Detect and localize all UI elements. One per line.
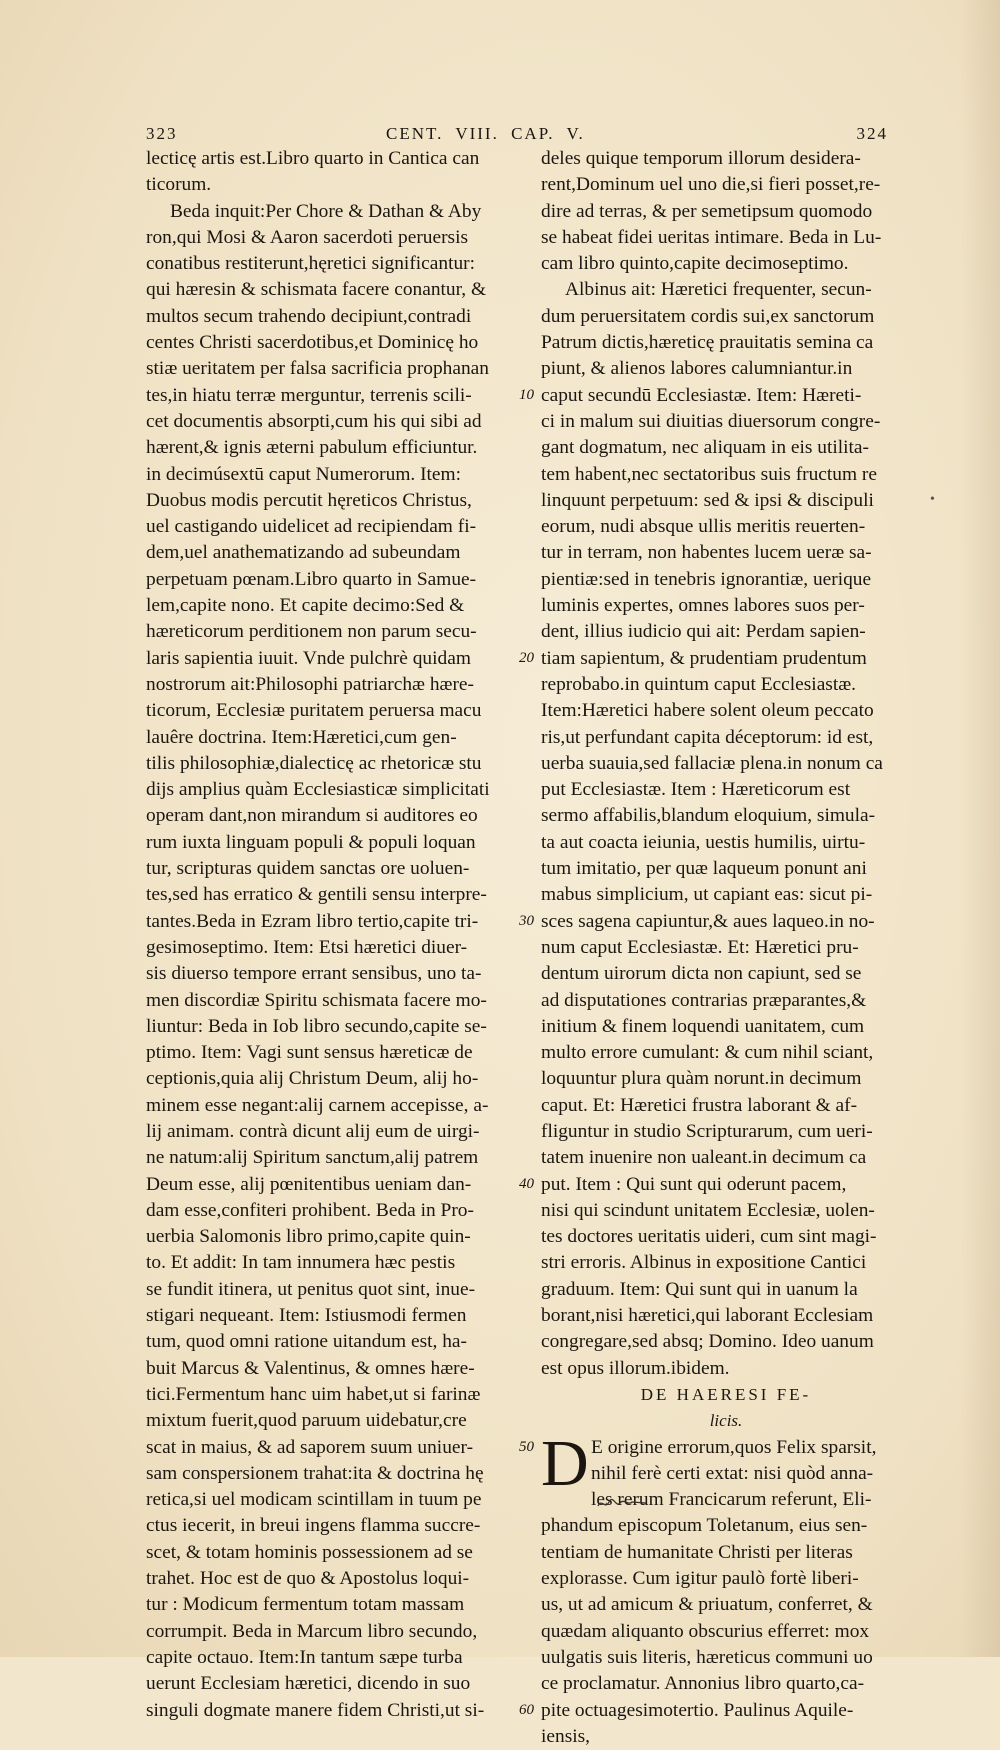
line-text: ne natum:alij Spiritum sanctum,alij patrem xyxy=(146,1147,479,1169)
margin-mark: • xyxy=(930,492,935,507)
text-line xyxy=(541,1093,911,1119)
line-text: sces sagena capiuntur,& aues laqueo.in no- xyxy=(541,910,875,932)
line-text: caput secundū Ecclesiastæ. Item: Hæreti- xyxy=(541,384,862,406)
line-text: put Ecclesiastæ. Item : Hæreticorum est xyxy=(541,779,851,801)
line-text: to. Et addit: In tam innumera hæc pestis xyxy=(146,1252,456,1274)
line-text: initium & finem loquendi uanitatem, cum xyxy=(541,1015,865,1037)
text-line xyxy=(541,1461,911,1487)
line-text: men discordiæ Spiritu schismata facere mo- xyxy=(146,989,487,1011)
text-line xyxy=(146,1145,516,1171)
text-line xyxy=(541,172,911,198)
line-text: tes,in hiatu terræ merguntur, terrenis scili- xyxy=(146,384,472,406)
text-line xyxy=(541,146,911,172)
running-title: CENT. VIII. CAP. V. xyxy=(386,124,585,143)
text-line xyxy=(541,1172,911,1198)
text-line xyxy=(541,462,911,488)
text-line xyxy=(146,698,516,724)
line-text: ce proclamatur. Annonius libro quarto,ca- xyxy=(541,1673,865,1695)
line-text: dam esse,confiteri prohibent. Beda in Pro- xyxy=(146,1199,474,1221)
line-text: capite octauo. Item:In tantum sæpe turba xyxy=(146,1646,463,1668)
text-line xyxy=(541,725,911,751)
line-text: Patrum dictis,hæreticę prauitatis semina ca xyxy=(541,332,874,354)
text-line xyxy=(541,1329,911,1355)
line-text: hæreticorum perditionem non parum secu- xyxy=(146,621,477,643)
text-line xyxy=(146,1303,516,1329)
line-text: pientiæ:sed in tenebris ignorantiæ, uerique xyxy=(541,568,872,590)
text-line xyxy=(541,1303,911,1329)
text-line xyxy=(541,988,911,1014)
line-text: piunt, & alienos labores calumniantur.in xyxy=(541,358,853,380)
text-line xyxy=(146,751,516,777)
text-line xyxy=(146,304,516,330)
text-line xyxy=(146,488,516,514)
text-line xyxy=(541,1014,911,1040)
text-line xyxy=(146,225,516,251)
line-text: caput. Et: Hæretici frustra laborant & af- xyxy=(541,1094,858,1116)
line-text: conatibus restiterunt,hęretici significantur: xyxy=(146,253,475,275)
line-text: tentiam de humanitate Christi per literas xyxy=(541,1541,853,1563)
text-line xyxy=(146,593,516,619)
text-line xyxy=(541,1119,911,1145)
text-line xyxy=(146,1198,516,1224)
text-line xyxy=(146,409,516,435)
text-line xyxy=(146,1540,516,1566)
text-line xyxy=(146,1014,516,1040)
line-text: ticorum. xyxy=(146,174,212,196)
line-text: dentum uirorum dicta non capiunt, sed se xyxy=(541,963,862,985)
line-text: tum imitatio, per quæ laqueum ponunt ani xyxy=(541,858,867,880)
text-line xyxy=(541,1698,911,1724)
text-line xyxy=(146,514,516,540)
text-line xyxy=(541,1408,911,1434)
line-text: laris sapientia iuuit. Vnde pulchrè quidam xyxy=(146,647,471,669)
line-text: perpetuam pœnam.Libro quarto in Samue- xyxy=(146,568,477,590)
page-edge-shadow xyxy=(960,0,1000,1657)
line-text: ci in malum sui diuitias diuersorum congre- xyxy=(541,410,881,432)
line-text: tes doctores ueritatis uideri, cum sint magi- xyxy=(541,1226,877,1248)
line-text: sermo affabilis,blandum eloquium, simula- xyxy=(541,805,876,827)
line-text: reprobabo.in quintum caput Ecclesiastæ. xyxy=(541,673,857,695)
text-line xyxy=(541,619,911,645)
line-text: lauêre doctrina. Item:Hæretici,cum gen- xyxy=(146,726,457,748)
text-line xyxy=(541,1066,911,1092)
line-text: scet, & totam hominis possessionem ad se xyxy=(146,1541,473,1563)
text-line xyxy=(146,1698,516,1724)
page-number-left: 323 xyxy=(146,124,178,143)
text-line xyxy=(146,856,516,882)
line-text: stri erroris. Albinus in expositione Cantici xyxy=(541,1252,867,1274)
line-text: se habeat fidei ueritas intimare. Beda in Lu- xyxy=(541,226,882,248)
line-number: 10 xyxy=(519,386,534,403)
line-text: qui hæresin & schismata facere conantur, & xyxy=(146,279,487,301)
text-line xyxy=(146,1250,516,1276)
line-text: tiam sapientum, & prudentiam prudentum xyxy=(541,647,867,669)
line-text: mixtum fuerit,quod paruum uidebatur,cre xyxy=(146,1410,467,1432)
text-line xyxy=(146,646,516,672)
text-line xyxy=(146,1513,516,1539)
text-line xyxy=(541,830,911,856)
line-text: sis diuerso tempore errant sensibus, uno ta- xyxy=(146,963,482,985)
line-text: iensis, xyxy=(541,1725,591,1747)
text-line xyxy=(146,1671,516,1697)
line-text: explorasse. Cum igitur paulò fortè liberi- xyxy=(541,1568,859,1590)
text-line xyxy=(541,882,911,908)
text-line xyxy=(541,1356,911,1382)
line-text: scat in maius, & ad saporem suum uniuer- xyxy=(146,1436,474,1458)
text-line xyxy=(541,1645,911,1671)
line-text: dijs amplius quàm Ecclesiasticæ simplicitati xyxy=(146,779,490,801)
line-text: multos secum trahendo decipiunt,contradi xyxy=(146,305,472,327)
text-line xyxy=(541,698,911,724)
line-text: minem esse negant:alij carnem accepisse, a- xyxy=(146,1094,489,1116)
line-text: lem,capite nono. Et capite decimo:Sed & xyxy=(146,595,465,617)
left-text-column xyxy=(146,146,516,1724)
text-line xyxy=(146,462,516,488)
text-line xyxy=(146,1224,516,1250)
line-text: us, ut ad amicum & priuatum, conferret, & xyxy=(541,1594,873,1616)
line-text: phandum episcopum Toletanum, eius sen- xyxy=(541,1515,868,1537)
text-line xyxy=(541,1724,911,1750)
text-line xyxy=(541,199,911,225)
text-line xyxy=(146,830,516,856)
line-text: dum peruersitatem cordis sui,ex sanctorum xyxy=(541,305,875,327)
line-text: rent,Dominum uel uno die,si fieri posset,re- xyxy=(541,174,881,196)
drop-cap: D xyxy=(541,1426,589,1500)
text-line xyxy=(146,199,516,225)
line-text: stigari nequeant. Item: Istiusmodi fermen xyxy=(146,1305,467,1327)
line-text: loquuntur plura quàm norunt.in decimum xyxy=(541,1068,862,1090)
line-text: retica,si uel modicam scintillam in tuum pe xyxy=(146,1489,482,1511)
line-text: centes Christi sacerdotibus,et Dominicę ho xyxy=(146,332,479,354)
line-text: corrumpit. Beda in Marcum libro secundo, xyxy=(146,1620,478,1642)
line-text: les rerum Francicarum referunt, Eli- xyxy=(591,1489,872,1511)
text-line xyxy=(541,1592,911,1618)
line-text: gant dogmatum, nec aliquam in eis utilita- xyxy=(541,437,869,459)
line-number: 40 xyxy=(519,1175,534,1192)
line-text: operam dant,non mirandum si auditores eo xyxy=(146,805,478,827)
line-text: linquunt perpetuum: sed & ipsi & discipuli xyxy=(541,489,874,511)
line-text: singuli dogmate manere fidem Christi,ut si- xyxy=(146,1699,485,1721)
line-number: 30 xyxy=(519,912,534,929)
text-line xyxy=(146,1645,516,1671)
text-line xyxy=(146,725,516,751)
text-line xyxy=(541,856,911,882)
text-line xyxy=(146,961,516,987)
line-text: dire ad terras, & per semetipsum quomodo xyxy=(541,200,873,222)
text-line xyxy=(146,882,516,908)
line-text: Item:Hæretici habere solent oleum peccato xyxy=(541,700,874,722)
text-line xyxy=(541,935,911,961)
text-line xyxy=(541,672,911,698)
line-text: tem habent,nec sectatoribus suis fructum re xyxy=(541,463,877,485)
line-text: congregare,sed absq; Domino. Ideo uanum xyxy=(541,1331,874,1353)
text-line xyxy=(541,409,911,435)
text-line xyxy=(146,672,516,698)
text-line xyxy=(146,988,516,1014)
text-line xyxy=(541,1671,911,1697)
text-line xyxy=(146,619,516,645)
line-text: buit Marcus & Valentinus, & omnes hære- xyxy=(146,1357,475,1379)
line-text: lij animam. contrà dicunt alij eum de uirgi- xyxy=(146,1120,480,1142)
line-text: multo errore cumulant: & cum nihil sciant, xyxy=(541,1042,874,1064)
line-text: rum iuxta linguam populi & populi loquan xyxy=(146,831,476,853)
text-line xyxy=(541,777,911,803)
text-line xyxy=(541,514,911,540)
text-line xyxy=(541,961,911,987)
line-text: Beda inquit:Per Chore & Dathan & Aby xyxy=(170,200,482,222)
text-line xyxy=(146,1487,516,1513)
text-line xyxy=(146,1040,516,1066)
handwritten-annotation xyxy=(596,1494,656,1512)
text-line xyxy=(146,251,516,277)
text-line xyxy=(541,330,911,356)
line-text: ad disputationes contrarias præparantes,& xyxy=(541,989,867,1011)
line-text: nihil ferè certi extat: nisi quòd anna- xyxy=(591,1462,874,1484)
text-line xyxy=(541,383,911,409)
text-line xyxy=(146,1592,516,1618)
line-text: dent, illius iudicio qui ait: Perdam sapien- xyxy=(541,621,866,643)
text-line xyxy=(146,567,516,593)
text-line xyxy=(541,751,911,777)
text-line xyxy=(146,383,516,409)
line-text: tes,sed has erratico & gentili sensu interpre- xyxy=(146,884,487,906)
line-text: tatem inuenire non ualeant.in decimum ca xyxy=(541,1147,867,1169)
line-text: Deum esse, alij pœnitentibus ueniam dan- xyxy=(146,1173,472,1195)
line-text: quædam aliquanto obscurius efferret: mox xyxy=(541,1620,870,1642)
line-text: tur in terram, non habentes lucem ueræ sa- xyxy=(541,542,872,564)
line-number: 50 xyxy=(519,1438,534,1455)
line-text: ctus iecerit, in breui ingens flamma succre- xyxy=(146,1515,481,1537)
line-text: Duobus modis percutit hęreticos Christus, xyxy=(146,489,472,511)
line-text: hærent,& ignis æterni pabulum efficiuntur. xyxy=(146,437,478,459)
line-text: fliguntur in studio Scripturarum, cum ueri- xyxy=(541,1120,873,1142)
text-line xyxy=(541,1040,911,1066)
text-line xyxy=(146,1329,516,1355)
text-line xyxy=(541,593,911,619)
text-line xyxy=(146,356,516,382)
line-text: gesimoseptimo. Item: Etsi hæretici diuer- xyxy=(146,936,468,958)
line-text: ceptionis,quia alij Christum Deum, alij ho- xyxy=(146,1068,479,1090)
text-line xyxy=(146,1566,516,1592)
line-text: in decimúsextū caput Numerorum. Item: xyxy=(146,463,462,485)
line-text: liuntur: Beda in Iob libro secundo,capite se- xyxy=(146,1015,487,1037)
text-line xyxy=(541,277,911,303)
text-line xyxy=(541,1277,911,1303)
line-text: licis. xyxy=(709,1411,743,1431)
line-text: tici.Fermentum hanc uim habet,ut si farinæ xyxy=(146,1383,481,1405)
line-text: dem,uel anathematizando ad subeundam xyxy=(146,542,461,564)
text-line xyxy=(541,646,911,672)
line-text: trahet. Hoc est de quo & Apostolus loqui- xyxy=(146,1568,470,1590)
text-line xyxy=(541,1566,911,1592)
text-line xyxy=(541,803,911,829)
text-line xyxy=(146,1119,516,1145)
text-line xyxy=(146,540,516,566)
text-line xyxy=(146,1172,516,1198)
text-line xyxy=(541,1250,911,1276)
text-line xyxy=(146,1408,516,1434)
line-text: uulgatis suis literis, hæreticus communi uo xyxy=(541,1646,873,1668)
page-number-right: 324 xyxy=(856,124,888,143)
text-line xyxy=(146,1277,516,1303)
text-line xyxy=(146,777,516,803)
line-text: ta aut coacta ieiunia, uestis humilis, uirtu- xyxy=(541,831,866,853)
text-line xyxy=(541,1198,911,1224)
text-line xyxy=(146,172,516,198)
text-line xyxy=(541,435,911,461)
line-text: tilis philosophiæ,dialecticę ac rhetoricæ stu xyxy=(146,752,482,774)
text-line xyxy=(146,935,516,961)
text-line xyxy=(146,1435,516,1461)
text-line xyxy=(541,1513,911,1539)
line-text: ron,qui Mosi & Aaron sacerdoti peruersis xyxy=(146,226,469,248)
text-line xyxy=(541,304,911,330)
line-text: num caput Ecclesiastæ. Et: Hæretici pru- xyxy=(541,936,859,958)
line-text: ticorum, Ecclesiæ puritatem peruersa macu xyxy=(146,700,482,722)
line-text: mabus simplicium, ut capiant eas: sicut pi- xyxy=(541,884,873,906)
line-text: lecticę artis est.Libro quarto in Cantica can xyxy=(146,148,480,169)
line-text: graduum. Item: Qui sunt qui in uanum la xyxy=(541,1278,858,1300)
text-line xyxy=(146,909,516,935)
line-text: borant,nisi hæretici,qui laborant Ecclesiam xyxy=(541,1305,874,1327)
line-text: tantes.Beda in Ezram libro tertio,capite tri- xyxy=(146,910,479,932)
line-text: deles quique temporum illorum desidera- xyxy=(541,148,861,169)
line-text: ris,ut perfundant capita déceptorum: id est, xyxy=(541,726,874,748)
text-line xyxy=(146,1382,516,1408)
line-text: Albinus ait: Hæretici frequenter, secun- xyxy=(565,279,872,301)
text-line xyxy=(146,1619,516,1645)
line-text: se fundit itinera, ut penitus quot sint, inue- xyxy=(146,1278,476,1300)
line-text: pite octuagesimotertio. Paulinus Aquile- xyxy=(541,1699,854,1721)
line-text: stiæ ueritatem per falsa sacrificia prophanan xyxy=(146,358,489,380)
line-text: tur, scripturas quidem sanctas ore uoluen- xyxy=(146,858,470,880)
line-text: nostrorum ait:Philosophi patriarchæ hære- xyxy=(146,673,474,695)
text-line xyxy=(146,146,516,172)
text-line xyxy=(541,488,911,514)
line-text: E origine errorum,quos Felix sparsit, xyxy=(591,1436,877,1458)
text-line xyxy=(541,540,911,566)
text-line xyxy=(541,1145,911,1171)
text-line xyxy=(146,1356,516,1382)
line-text: DE HAERESI FE- xyxy=(640,1384,812,1404)
text-line xyxy=(146,1461,516,1487)
text-line xyxy=(541,567,911,593)
text-line xyxy=(146,277,516,303)
text-line xyxy=(541,1619,911,1645)
text-line xyxy=(541,1540,911,1566)
text-line xyxy=(541,1382,911,1408)
text-line xyxy=(541,251,911,277)
running-header xyxy=(146,124,888,148)
line-number: 60 xyxy=(519,1701,534,1718)
line-number: 20 xyxy=(519,649,534,666)
line-text: cet documentis absorpti,cum his qui sibi ad xyxy=(146,410,482,432)
line-text: uerba suauia,sed fallaciæ plena.in nonum ca xyxy=(541,752,883,774)
text-line xyxy=(146,1066,516,1092)
line-text: tur : Modicum fermentum totam massam xyxy=(146,1594,465,1616)
line-text: sam conspersionem trahat:ita & doctrina hę xyxy=(146,1462,484,1484)
line-text: uerunt Ecclesiam hæretici, dicendo in suo xyxy=(146,1673,471,1695)
text-line xyxy=(541,909,911,935)
text-line xyxy=(146,803,516,829)
line-text: uerbia Salomonis libro primo,capite quin- xyxy=(146,1226,471,1248)
text-line xyxy=(146,330,516,356)
line-text: nisi qui scindunt unitatem Ecclesiæ, uolen- xyxy=(541,1199,875,1221)
text-line xyxy=(146,1093,516,1119)
text-line xyxy=(541,356,911,382)
text-line xyxy=(541,225,911,251)
line-text: ptimo. Item: Vagi sunt sensus hæreticæ de xyxy=(146,1042,473,1064)
line-text: put. Item : Qui sunt qui oderunt pacem, xyxy=(541,1173,847,1195)
text-line xyxy=(541,1224,911,1250)
line-text: luminis expertes, omnes labores suos per- xyxy=(541,595,865,617)
line-text: eorum, nudi absque ullis meritis reuerten- xyxy=(541,516,866,538)
line-text: uel castigando uidelicet ad recipiendam fi- xyxy=(146,516,477,538)
text-line xyxy=(146,435,516,461)
line-text: est opus illorum.ibidem. xyxy=(541,1357,730,1379)
line-text: tum, quod omni ratione uitandum est, ha- xyxy=(146,1331,467,1353)
line-text: cam libro quinto,capite decimoseptimo. xyxy=(541,253,849,275)
